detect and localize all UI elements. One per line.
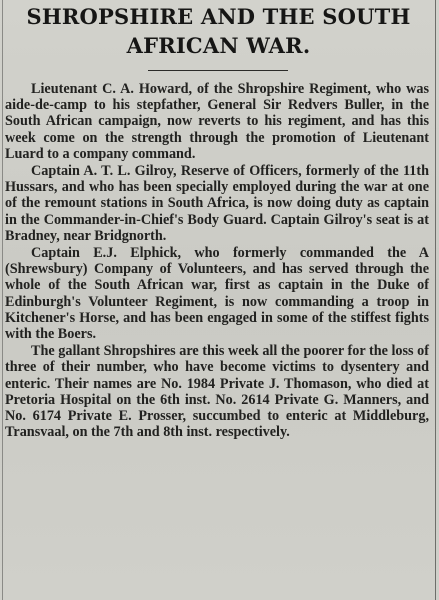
paragraph-casualties: The gallant Shropshires are this week all the poorer for the loss of three of their number, who have become victims to dysentery and enteric. Their names are No. 1984 Private J. Thomason, who died at Pretoria Hospital on the 6th inst. No. 2614 Private G. Manners, and No. 6174 Private E. Prosser, succumbed to enteric at Middleburg, Transvaal, on the 7th and 8th inst. respectively. <box>5 343 429 441</box>
headline-line-2: AFRICAN WAR. <box>126 33 311 58</box>
paragraph-gilroy: Captain A. T. L. Gilroy, Reserve of Officers, formerly of the 11th Hussars, and who has been specially employed during the war at one of the remount stations in South Africa, is now doing duty as captain in the Commander-in-Chief's Body Guard. Captain Gilroy's seat is at Bradney, near Bridgnorth. <box>5 163 429 244</box>
headline-line-1: SHROPSHIRE AND THE SOUTH <box>26 4 411 29</box>
column-rule-right <box>435 0 436 600</box>
headline-rule <box>148 70 288 71</box>
article-headline <box>8 2 429 60</box>
paragraph-elphick: Captain E.J. Elphick, who formerly commanded the A (Shrewsbury) Company of Volunteers, and has served through the whole of the South African war, first as captain in the Duke of Edinburgh's Volunteer Regiment, is now commanding a troop in Kitchener's Horse, and has been engaged in some of the stiffest fights with the Boers. <box>5 245 429 343</box>
paragraph-howard: Lieutenant C. A. Howard, of the Shropshire Regiment, who was aide-de-camp to his stepfather, General Sir Redvers Buller, in the South African campaign, now reverts to his regiment, and has this week come on the strength through the promotion of Lieutenant Luard to a company command. <box>5 81 429 162</box>
article-body <box>5 81 429 440</box>
column-rule-left <box>2 0 3 600</box>
